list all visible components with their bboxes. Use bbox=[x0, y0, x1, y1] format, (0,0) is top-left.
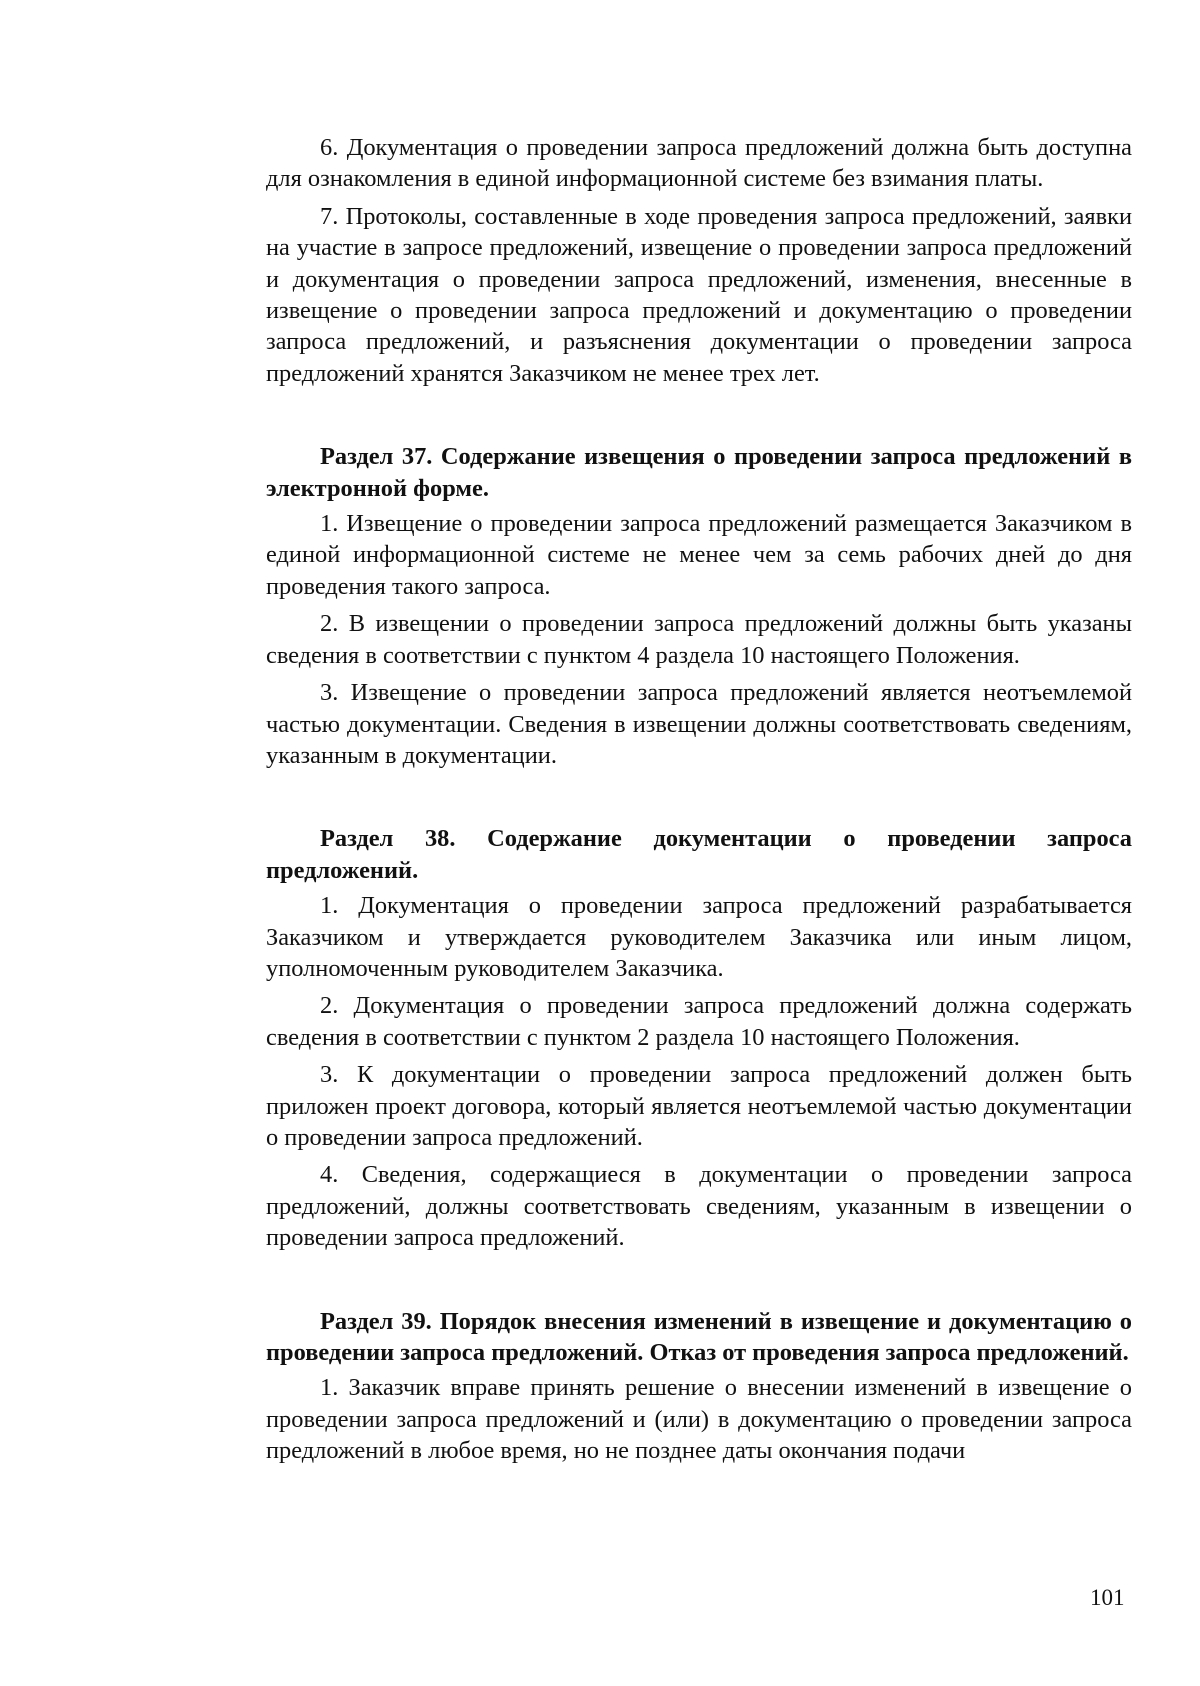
section-39-paragraph-1: 1. Заказчик вправе принять решение о внесении изменений в извещение о проведении запроса предложений и (или) в документацию о проведении запроса предложений в любое время, но не позднее даты окончания подачи bbox=[266, 1374, 1132, 1465]
section-38-heading: Раздел 38. Содержание документации о проведении запроса предложений. bbox=[266, 825, 1132, 884]
section-38-paragraph-2: 2. Документация о проведении запроса предложений должна содержать сведения в соответствии с пунктом 2 раздела 10 настоящего Положения. bbox=[266, 992, 1132, 1051]
paragraph-6-documentation-access: 6. Документация о проведении запроса предложений должна быть доступна для ознакомления в единой информационной системе без взимания платы. bbox=[266, 134, 1132, 193]
section-37-paragraph-2: 2. В извещении о проведении запроса предложений должны быть указаны сведения в соответствии с пунктом 4 раздела 10 настоящего Положения. bbox=[266, 610, 1132, 669]
page-number: 101 bbox=[1090, 1585, 1125, 1610]
section-37-paragraph-1: 1. Извещение о проведении запроса предложений размещается Заказчиком в единой информационной системе не менее чем за семь рабочих дней до дня проведения такого запроса. bbox=[266, 510, 1132, 600]
section-38-paragraph-4: 4. Сведения, содержащиеся в документации о проведении запроса предложений, должны соответствовать сведениям, указанным в извещении о проведении запроса предложений. bbox=[266, 1161, 1132, 1252]
section-37-heading: Раздел 37. Содержание извещения о проведении запроса предложений в электронной форме. bbox=[266, 443, 1132, 502]
section-39-heading: Раздел 39. Порядок внесения изменений в извещение и документацию о проведении запроса предложений. Отказ от проведения запроса предложений. bbox=[266, 1307, 1132, 1366]
document-page bbox=[266, 132, 1132, 1473]
paragraph-7-protocols-storage: 7. Протоколы, составленные в ходе проведения запроса предложений, заявки на участие в запросе предложений, извещение о проведении запроса предложений и документация о проведении запроса предложений, изменения, внесенные в извещение о проведении запроса предложений и документацию о проведении запроса предложений, и разъяснения документации о проведении запроса предложений хранятся Заказчиком не менее трех лет. bbox=[266, 202, 1132, 387]
section-37-paragraph-3: 3. Извещение о проведении запроса предложений является неотъемлемой частью документации. Сведения в извещении должны соответствовать сведениям, указанным в документации. bbox=[266, 679, 1132, 769]
section-38-paragraph-1: 1. Документация о проведении запроса предложений разрабатывается Заказчиком и утверждается руководителем Заказчика или иным лицом, уполномоченным руководителем Заказчика. bbox=[266, 892, 1132, 982]
section-38-paragraph-3: 3. К документации о проведении запроса предложений должен быть приложен проект договора, который является неотъемлемой частью документации о проведении запроса предложений. bbox=[266, 1061, 1132, 1151]
